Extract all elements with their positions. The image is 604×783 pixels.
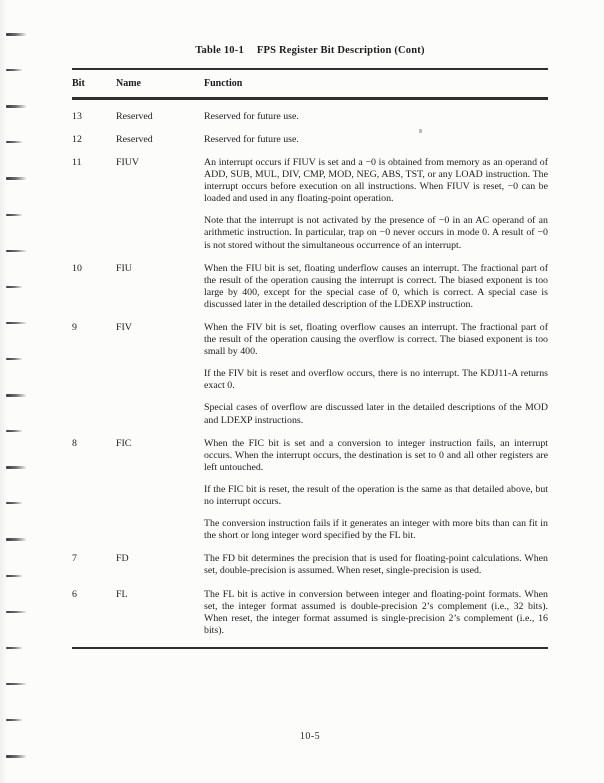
table-row <box>72 589 548 637</box>
table-region <box>72 44 548 649</box>
table-row <box>72 134 548 146</box>
table-row <box>72 263 548 311</box>
function-paragraph: When the FIV bit is set, floating overflow causes an interrupt. The fractional part of the result of the operation causing the overflow is correct. The biased exponent is too small by 400. <box>204 322 548 358</box>
function-cell <box>204 263 548 311</box>
function-cell <box>204 589 548 637</box>
binder-mark <box>6 105 27 108</box>
function-paragraph: If the FIC bit is reset, the result of the operation is the same as that detailed above, but no interrupt occurs. <box>204 483 548 508</box>
bit-cell: 7 <box>72 553 77 565</box>
bit-cell: 13 <box>72 110 82 122</box>
name-cell: FIC <box>116 437 132 449</box>
bit-cell: 6 <box>72 588 77 600</box>
function-paragraph: The FL bit is active in conversion between integer and floating-point formats. When set, the integer format assumed is double-precision 2’s complement (i.e., 32 bits). When reset, the integer format assumed is single-precision 2’s complement (i.e., 16 bits). <box>204 588 548 636</box>
rule-bottom <box>72 647 548 649</box>
name-cell: FIUV <box>116 156 140 168</box>
rule-top <box>72 68 548 70</box>
name-cell: FL <box>116 588 128 600</box>
function-paragraph: If the FIV bit is reset and overflow occurs, there is no interrupt. The KDJ11-A returns exact 0. <box>204 368 548 392</box>
table-title <box>72 44 548 57</box>
scan-margin-marks <box>0 0 40 783</box>
table-row <box>72 322 548 427</box>
function-paragraph: The FD bit determines the precision that is used for floating-point calculations. When set, double-precision is assumed. When reset, single-precision is used. <box>204 553 548 577</box>
table-body <box>72 111 548 637</box>
binder-mark <box>6 430 23 432</box>
function-paragraph: Note that the interrupt is not activated by the presence of −0 in an AC operand of an arithmetic instruction. In particular, trap on −0 never occurs in mode 0. A result of −0 is not stored without the simultaneous occurrence of an interrupt. <box>204 215 548 251</box>
function-paragraph: Reserved for future use. <box>204 133 299 145</box>
bit-cell: 8 <box>72 437 77 449</box>
bit-cell: 12 <box>72 133 82 145</box>
name-cell: FD <box>116 553 129 565</box>
table-row <box>72 553 548 577</box>
bit-cell: 11 <box>72 156 82 168</box>
binder-mark <box>6 141 23 143</box>
function-cell <box>204 157 548 252</box>
function-cell <box>204 553 548 577</box>
name-cell: FIU <box>116 262 132 274</box>
binder-mark <box>6 322 27 325</box>
binder-mark <box>6 647 23 649</box>
function-cell <box>204 322 548 427</box>
binder-mark <box>6 69 23 71</box>
binder-mark <box>6 358 23 360</box>
binder-mark <box>6 719 23 721</box>
function-paragraph: Special cases of overflow are discussed later in the detailed descriptions of the MOD and LDEXP instructions. <box>204 402 548 426</box>
column-header-function: Function <box>204 78 243 90</box>
binder-mark <box>6 611 27 614</box>
binder-mark <box>6 286 23 288</box>
binder-mark <box>6 214 23 216</box>
binder-mark <box>6 683 27 686</box>
binder-mark <box>6 575 23 577</box>
function-paragraph: The conversion instruction fails if it generates an integer with more bits than can fit in the short or long integer word specified by the FL bit. <box>204 518 548 542</box>
binder-mark <box>6 177 27 180</box>
binder-mark <box>6 502 23 504</box>
binder-mark <box>6 394 27 397</box>
column-header-bit: Bit <box>72 78 85 90</box>
function-cell <box>204 134 548 146</box>
function-paragraph: When the FIC bit is set and a conversion to integer instruction fails, an interrupt occurs. When the interrupt occurs, the destination is set to 0 and all other registers are left untouched. <box>204 437 548 473</box>
binder-mark <box>6 33 27 36</box>
function-paragraph: When the FIU bit is set, floating underflow causes an interrupt. The fractional part of the result of the operation causing the interrupt is correct. The biased exponent is too large by 400, except for the special case of 0, which is correct. A special case is discussed later in the detailed description of the LDEXP instruction. <box>204 262 548 310</box>
function-cell <box>204 438 548 543</box>
name-cell: FIV <box>116 322 132 333</box>
bit-cell: 9 <box>72 322 77 333</box>
function-paragraph: An interrupt occurs if FIUV is set and a −0 is obtained from memory as an operand of ADD, SUB, MUL, DIV, CMP, MOD, NEG, ABS, TST, or any LOAD instruction. The interrupt occurs before execution on all instructions. When FIUV is reset, −0 can be loaded and used in any floating-point operation. <box>204 156 548 205</box>
table-caption: FPS Register Bit Description (Cont) <box>256 45 425 56</box>
page-number: 10-5 <box>299 731 321 742</box>
table-row <box>72 438 548 543</box>
binder-mark <box>6 250 27 253</box>
name-cell: Reserved <box>116 133 153 145</box>
table-row <box>72 157 548 252</box>
rule-header <box>72 97 548 99</box>
table-header-row <box>72 78 548 90</box>
function-cell <box>204 111 548 123</box>
table-row <box>72 111 548 123</box>
column-header-name: Name <box>116 78 141 90</box>
binder-mark <box>6 755 27 758</box>
name-cell: Reserved <box>116 110 153 122</box>
binder-mark <box>6 466 27 469</box>
binder-mark <box>6 538 27 541</box>
table-number: Table 10-1 <box>195 45 244 56</box>
bit-cell: 10 <box>72 262 82 274</box>
function-paragraph: Reserved for future use. <box>204 110 299 122</box>
